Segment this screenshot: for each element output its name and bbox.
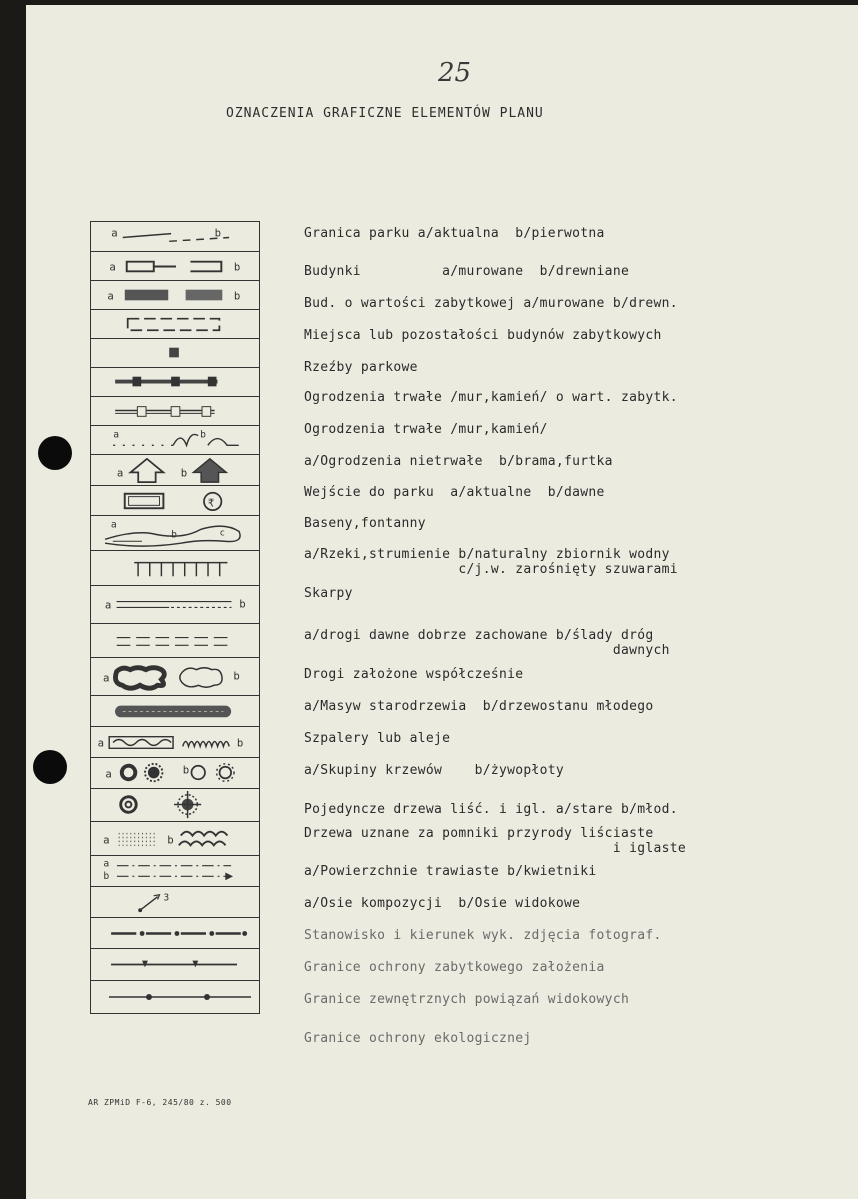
svg-text:a: a <box>105 767 112 781</box>
legend-entry-25: Granice ochrony ekologicznej <box>304 1031 532 1046</box>
symbol-old-roads <box>91 586 259 624</box>
legend-entry-18: Pojedyncze drzewa liść. i igl. a/stare b/młod. <box>304 802 678 817</box>
legend-entry-4: Miejsca lub pozostałości budynów zabytkowych <box>304 328 662 343</box>
page-title: OZNACZENIA GRAFICZNE ELEMENTÓW PLANU <box>226 106 544 121</box>
legend-entry-3: Bud. o wartości zabytkowej a/murowane b/drewn. <box>304 296 678 311</box>
svg-text:b: b <box>236 736 244 750</box>
svg-text:a: a <box>110 519 117 531</box>
legend-entry-13: a/drogi dawne dobrze zachowane b/ślady dróg dawnych <box>304 628 670 658</box>
svg-text:a: a <box>103 858 110 870</box>
symbol-escarpments <box>91 551 259 586</box>
svg-text:b: b <box>239 597 246 611</box>
svg-text:b: b <box>180 466 188 480</box>
legend-entry-9: Wejście do parku a/aktualne b/dawne <box>304 485 605 500</box>
svg-text:b: b <box>214 226 222 240</box>
svg-text:b: b <box>182 763 190 777</box>
svg-text:a: a <box>103 833 110 847</box>
symbol-buildings <box>91 252 259 281</box>
svg-text:b: b <box>200 429 206 441</box>
legend-entry-7: Ogrodzenia trwałe /mur,kamień/ <box>304 422 548 437</box>
punch-hole-lower <box>33 750 67 784</box>
legend-entry-2: Budynki a/murowane b/drewniane <box>304 264 630 279</box>
legend-entry-19: Drzewa uznane za pomniki przyrody liściaste i iglaste <box>304 826 686 856</box>
legend-entry-17: a/Skupiny krzewów b/żywopłoty <box>304 763 565 778</box>
svg-text:b: b <box>103 871 110 883</box>
svg-text:a: a <box>109 260 116 274</box>
symbol-pools-fountains <box>91 486 259 516</box>
svg-text:b: b <box>171 529 177 541</box>
legend-entry-11: a/Rzeki,strumienie b/naturalny zbiornik wodny c/j.w. zarośnięty szuwarami <box>304 547 678 577</box>
svg-text:a: a <box>113 429 120 441</box>
symbol-external-view-border <box>91 949 259 981</box>
symbol-modern-roads <box>91 624 259 658</box>
symbol-park-sculptures <box>91 339 259 368</box>
legend-entry-10: Baseny,fontanny <box>304 516 426 531</box>
legend-entry-5: Rzeźby parkowe <box>304 360 418 375</box>
archive-footer: AR ZPMiD F-6, 245/80 z. 500 <box>88 1098 232 1107</box>
svg-text:a: a <box>107 289 114 303</box>
legend-entry-23: Granice ochrony zabytkowego założenia <box>304 960 605 975</box>
legend-entry-16: Szpalery lub aleje <box>304 731 451 746</box>
legend-entry-1: Granica parku a/aktualna b/pierwotna <box>304 226 605 241</box>
symbol-park-boundary <box>91 222 259 252</box>
legend-entry-6: Ogrodzenia trwałe /mur,kamień/ o wart. zabytk. <box>304 390 678 405</box>
symbol-ecological-protection-border <box>91 981 259 1013</box>
symbol-composition-axes <box>91 856 259 887</box>
svg-text:a: a <box>102 671 110 685</box>
legend-entry-22: Stanowisko i kierunek wyk. zdjęcia fotograf. <box>304 928 662 943</box>
legend-symbol-column <box>90 221 260 1014</box>
svg-text:c: c <box>219 528 225 539</box>
symbol-grass-flowerbeds <box>91 822 259 856</box>
punch-hole-upper <box>38 436 72 470</box>
legend-entry-20: a/Powierzchnie trawiaste b/kwietniki <box>304 864 597 879</box>
legend-entry-8: a/Ogrodzenia nietrwałe b/brama,furtka <box>304 454 613 469</box>
page-number: 25 <box>438 58 472 88</box>
symbol-heritage-protection-border <box>91 918 259 949</box>
symbol-avenues <box>91 696 259 727</box>
symbol-permanent-fence <box>91 397 259 426</box>
symbol-shrubs-hedges <box>91 727 259 758</box>
svg-text:b: b <box>233 289 241 303</box>
legend-entry-15: a/Masyw starodrzewia b/drzewostanu młodego <box>304 699 654 714</box>
symbol-photo-viewpoint <box>91 887 259 918</box>
legend-entry-24: Granice zewnętrznych powiązań widokowych <box>304 992 630 1007</box>
legend-entry-14: Drogi założone współcześnie <box>304 667 524 682</box>
symbol-building-remains <box>91 310 259 339</box>
svg-text:b: b <box>233 260 241 274</box>
svg-text:a: a <box>97 736 104 750</box>
symbol-temporary-fence <box>91 426 259 455</box>
symbol-tree-mass <box>91 658 259 696</box>
svg-text:₹: ₹ <box>207 496 215 510</box>
symbol-rivers-water <box>91 516 259 551</box>
symbol-historic-fence <box>91 368 259 397</box>
svg-text:a: a <box>116 466 124 480</box>
symbol-single-trees <box>91 758 259 789</box>
svg-text:b: b <box>233 669 240 683</box>
svg-text:b: b <box>167 833 174 847</box>
svg-text:a: a <box>104 598 112 612</box>
legend-entry-21: a/Osie kompozycji b/Osie widokowe <box>304 896 581 911</box>
symbol-park-entrance <box>91 455 259 486</box>
legend-entry-12: Skarpy <box>304 586 353 601</box>
symbol-natural-monuments <box>91 789 259 822</box>
symbol-historic-buildings <box>91 281 259 310</box>
svg-text:a: a <box>111 226 118 240</box>
svg-text:3: 3 <box>163 892 170 904</box>
